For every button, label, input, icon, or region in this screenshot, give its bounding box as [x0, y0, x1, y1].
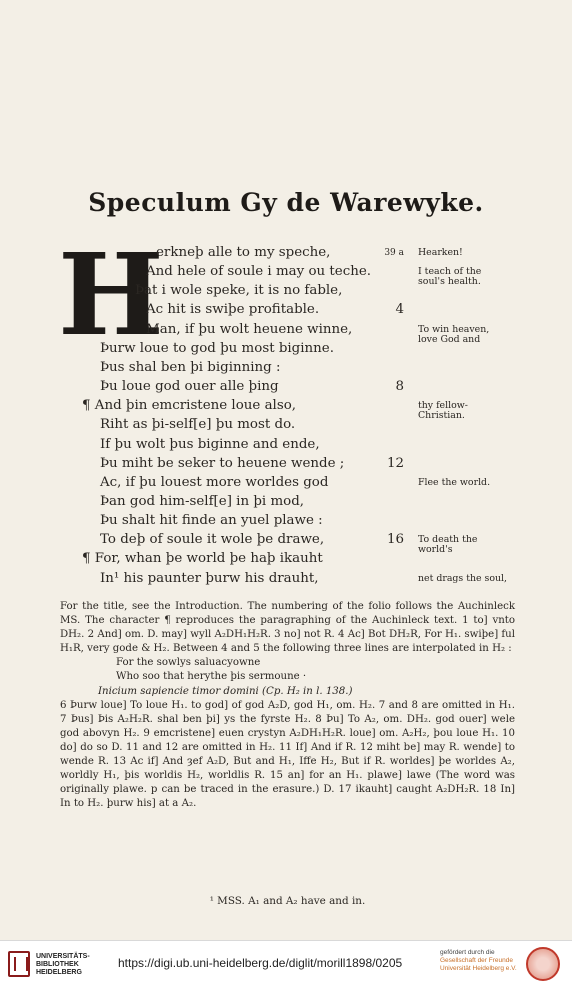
- verse-text: Þu miht be seker to heuene wende ;: [100, 455, 345, 471]
- verse-text: ¶ And þin emcristene loue also,: [82, 398, 297, 414]
- verse-text: Þat i wole speke, it is no fable,: [135, 283, 343, 299]
- verse-text: Þu shalt hit finde an yuel plawe :: [100, 513, 323, 529]
- interpolated-line-3: Inicium sapiencie timor domini (Cp. H₂ in l. 138.): [98, 685, 353, 697]
- decorated-initial: H: [58, 230, 164, 361]
- verse-text: To deþ of soule it wole þe drawe,: [100, 532, 325, 548]
- critical-apparatus: [60, 600, 515, 811]
- verse-text: Ac, if þu louest more worldes god: [100, 474, 329, 490]
- side-gloss: net drags the soul,: [418, 572, 508, 584]
- verse-text: Þan god him-self[e] in þi mod,: [100, 493, 305, 509]
- side-gloss: To win heaven, love God and: [418, 323, 490, 345]
- verse-text: Man, if þu wolt heuene winne,: [146, 321, 353, 337]
- university-seal-icon[interactable]: [526, 947, 560, 981]
- permalink-url[interactable]: https://digi.ub.uni-heidelberg.de/diglit/morill1898/0205: [118, 956, 403, 970]
- line-number: 39 a: [384, 248, 404, 258]
- line-number: 16: [386, 532, 404, 548]
- library-logo-icon[interactable]: [8, 951, 30, 977]
- notes-body: 6 Þurw loue] To loue H₁. to god] of god A₂D, god H₁, om. H₂. 7 and 8 are omitted in H₁. 7 Þus] Þis A₂H₂R. shal ben þi] ys the fyrste H₂. 8 Þu] To A₂, om. DH₂. god ouer] wele god abovyn H₂. 9 emcristene] euen crystyn A₂DH₁H₂R. loue] om. A₂H₂, þou loue H₁. 10 do] do so D. 11 and 12 are omitted in H₂. 11 If] And if R. 12 miht be] may R. wende] to wende R. 13 Ac if] And ȝef A₂D, But and H₁, Iffe H₂, But if R. worldes] þe worldes A₂, worldly H₁, þis worldis H₂, worldlis R. 15 an] for an H₁. plawe] lawe (The word was originally plawe. p can be traced in the erasure.) D. 17 ikauht] caught A₂DH₂R. 18 In] In to H₂. þurw his] at a A₂.: [60, 699, 515, 810]
- side-gloss: To death the world's: [418, 534, 478, 556]
- verse-text: erkneþ alle to my speche,: [156, 245, 331, 260]
- verse-text: If þu wolt þus biginne and ende,: [100, 436, 320, 452]
- footnote: ¹ MSS. A₁ and A₂ have and in.: [209, 895, 366, 907]
- library-name: UNIVERSITÄTS- BIBLIOTHEK HEIDELBERG: [36, 953, 90, 976]
- page-title: Speculum Gy de Warewyke.: [88, 188, 484, 217]
- verse-text: ¶ For, whan þe world þe haþ ikauht: [82, 551, 323, 567]
- verse-text: Riht as þi-self[e] þu most do.: [100, 417, 296, 433]
- line-number: 8: [395, 379, 404, 395]
- line-number: 12: [386, 455, 404, 471]
- interpolated-line-2: Who soo that herythe þis sermoune ·: [116, 671, 307, 683]
- side-gloss: Flee the world.: [418, 476, 491, 488]
- verse-text: Ac hit is swiþe profitable.: [146, 302, 320, 318]
- verse-text: Þu loue god ouer alle þing: [100, 379, 279, 395]
- notes-intro: For the title, see the Introduction. The numbering of the folio follows the Auchinleck MS. The character ¶ reproduces the paragraphing of the Auchinleck text. 1 to] vnto DH₂. 2 And] om. D. may] wyll A₂DH₁H₂R. 3 no] not R. 4 Ac] Bot DH₂R, For H₁. swiþe] ful H₁R, very gode & H₂. Between 4 and 5 the following three lines are interpolated in H₂ :: [60, 601, 515, 655]
- side-gloss: I teach of the soul's health.: [418, 266, 482, 288]
- interpolated-line-1: For the sowlys saluacyowne: [116, 657, 261, 669]
- line-number: 4: [395, 302, 404, 318]
- side-gloss: thy fellow-Christian.: [418, 400, 468, 422]
- side-gloss: Hearken!: [418, 247, 463, 258]
- verse-text: In¹ his paunter þurw his drauht,: [100, 570, 319, 586]
- viewer-footer: [0, 940, 572, 986]
- sponsor-credit: gefördert durch die Gesellschaft der Freunde Universität Heidelberg e.V.: [440, 949, 517, 972]
- verse-text: Þus shal ben þi biginning :: [100, 359, 281, 375]
- verse-text: Þurw loue to god þu most biginne.: [100, 340, 334, 356]
- verse-text: And hele of soule i may ou teche.: [146, 264, 372, 280]
